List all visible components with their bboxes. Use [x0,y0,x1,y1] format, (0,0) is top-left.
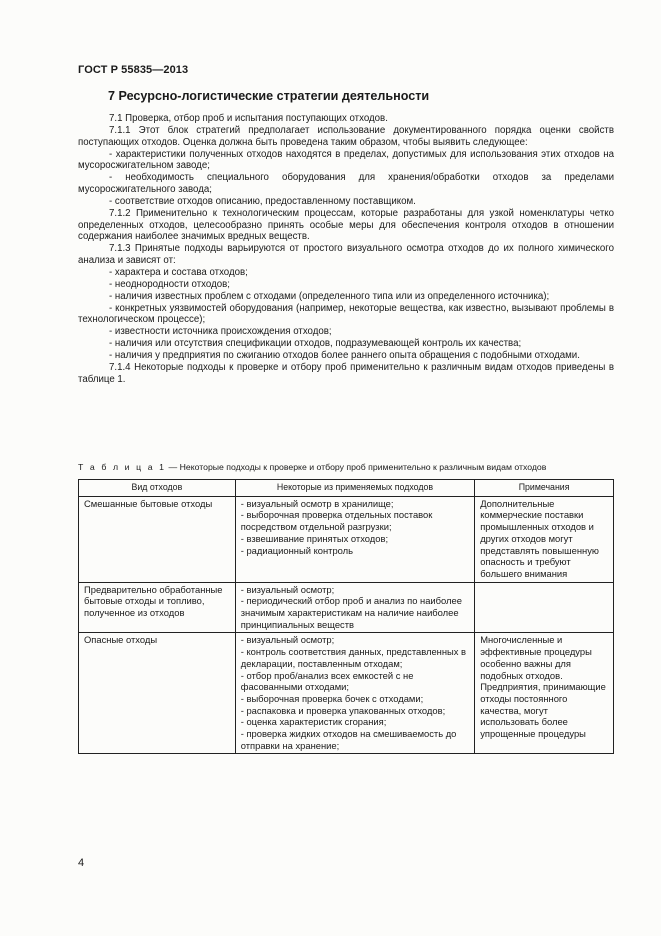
paragraph-7-1-1: 7.1.1 Этот блок стратегий предполагает использование документированного порядка оценки свойств поступающих отходов. Оценка должна быть проведена таким образом, чтобы выявить следующее: [78,124,614,148]
cell-notes: Дополнительные коммерческие поставки промышленных отходов и других отходов могут представлять повышенную опасность и требуют большего внимания [475,496,614,582]
approach-item: - периодический отбор проб и анализ по наиболее значимым характеристикам на наличие наиболее принципиальных веществ [240,595,462,630]
list-item: - наличия известных проблем с отходами (определенного типа или из определенного источника); [109,290,550,302]
cell-waste-type: Смешанные бытовые отходы [79,496,236,582]
paragraph-7-1: 7.1 Проверка, отбор проб и испытания поступающих отходов. [109,113,388,124]
waste-inspection-table [78,479,614,754]
list-item: - необходимость специального оборудования для хранения/обработки отходов за пределами мусоросжигательного завода; [78,172,614,196]
paragraph-7-1-3: 7.1.3 Принятые подходы варьируются от простого визуального осмотра отходов до их полного химического анализа и зависят от: [78,243,614,267]
cell-approaches [235,582,474,633]
list-item: - неоднородности отходов; [109,278,230,290]
body-text [78,113,614,385]
table-row [79,582,614,633]
cell-waste-type: Предварительно обработанные бытовые отходы и топливо, полученное из отходов [79,582,236,633]
paragraph-7-1-4: 7.1.4 Некоторые подходы к проверке и отбору проб применительно к различным видам отходов приведены в таблице 1. [78,361,614,385]
approach-item: - визуальный осмотр в хранилище; [240,497,394,509]
approach-item: - взвешивание принятых отходов; [240,532,389,544]
approach-item: - проверка жидких отходов на смешиваемость до отправки на хранение; [240,728,457,751]
approach-item: - контроль соответствия данных, представленных в декларации, поставленным отходам; [240,646,467,669]
table-header-row [79,480,614,497]
approach-item: - визуальный осмотр; [240,634,335,646]
approach-item: - оценка характеристик сгорания; [240,716,387,728]
column-header-notes: Примечания [475,480,614,497]
approach-item: - визуальный осмотр; [240,583,335,595]
cell-notes: Многочисленные и эффективные процедуры особенно важны для подобных отходов. Предприятия, принимающие отходы постоянного качества, могут использовать более упрощенные процедуры [475,633,614,754]
list-item: - наличия у предприятия по сжиганию отходов более раннего опыта обращения с подобными отходами. [109,349,580,361]
table-caption-label: Т а б л и ц а 1 [78,462,167,472]
standard-header: ГОСТ Р 55835—2013 [78,64,189,76]
column-header-waste-type: Вид отходов [79,480,236,497]
cell-approaches [235,633,474,754]
approach-item: - распаковка и проверка упакованных отходов; [240,704,446,716]
column-header-approaches: Некоторые из применяемых подходов [235,480,474,497]
list-item: - характера и состава отходов; [109,266,248,278]
approach-item: - отбор проб/анализ всех емкостей с не фасованными отходами; [240,669,414,693]
approach-item: - выборочная проверка бочек с отходами; [240,692,424,704]
list-item: - известности источника происхождения отходов; [109,326,332,338]
section-title: 7 Ресурсно-логистические стратегии деятельности [108,89,430,103]
table-row [79,496,614,582]
table-row [79,633,614,754]
cell-approaches [235,496,474,582]
approach-item: - выборочная проверка отдельных поставок посредством отдельной разгрузки; [240,509,433,533]
list-item: - конкретных уязвимостей оборудования (например, некоторые вещества, как известно, вызывают проблемы в технологическом процессе); [78,302,614,326]
list-item: - соответствие отходов описанию, предоставленному поставщиком. [109,195,416,207]
table-caption-text: — Некоторые подходы к проверке и отбору проб применительно к различным видам отходов [166,462,547,472]
paragraph-7-1-2: 7.1.2 Применительно к технологическим процессам, которые разработаны для узкой номенклатуры четко определенных отходов, целесообразно принять особые меры для обеспечения контроля отходов в отношении содержания наиболее значимых вредных веществ. [78,207,614,243]
list-item: - характеристики полученных отходов находятся в пределах, допустимых для использования этих отходов на мусоросжигательном заводе; [78,148,614,172]
cell-waste-type: Опасные отходы [79,633,236,754]
approach-item: - радиационный контроль [240,544,354,556]
table-caption [78,462,546,472]
page-number: 4 [78,857,85,869]
list-item: - наличия или отсутствия спецификации отходов, подразумевающей контроль их качества; [109,338,522,350]
cell-notes [475,582,614,633]
